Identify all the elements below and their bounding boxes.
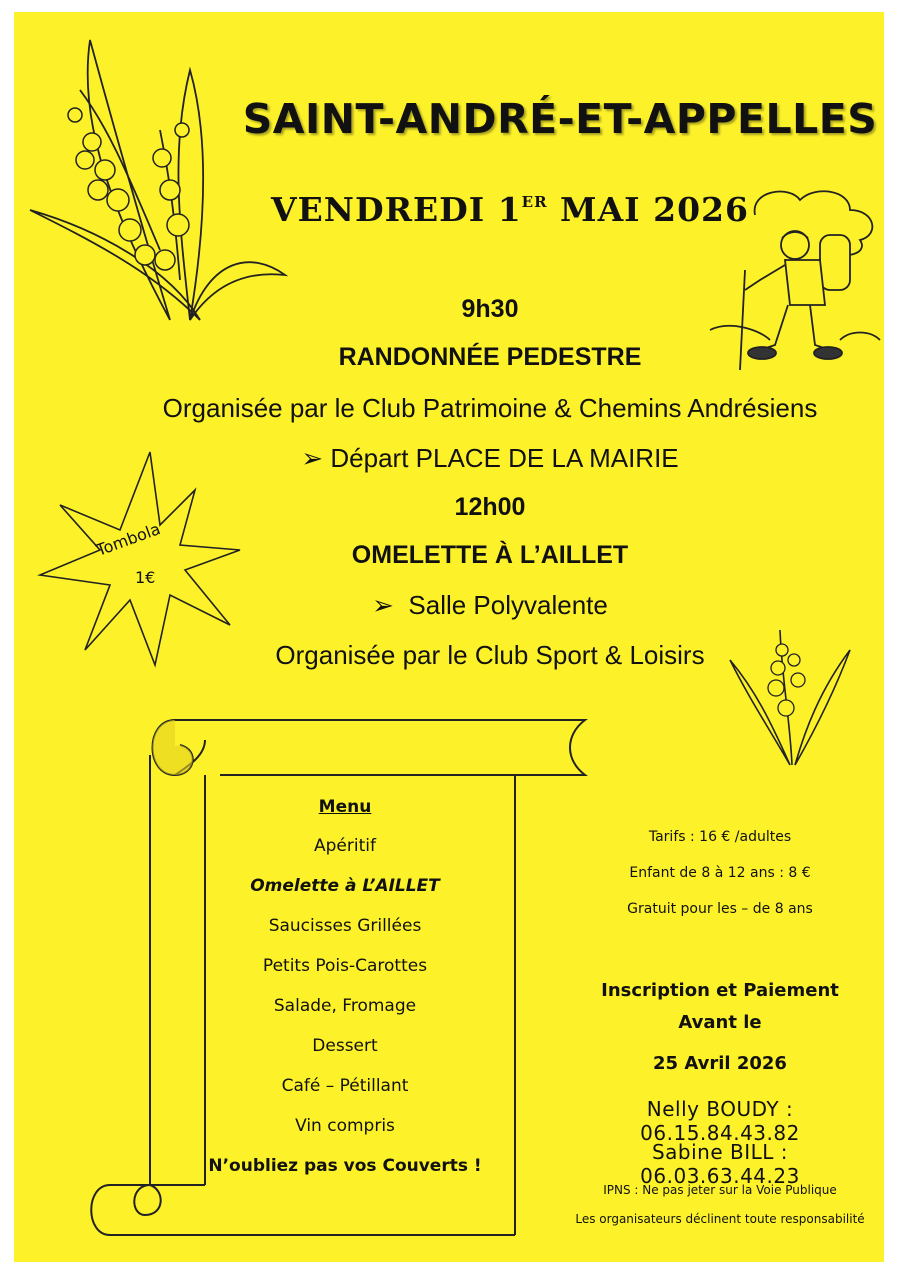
meal-organizer: Organisée par le Club Sport & Loisirs <box>275 640 705 670</box>
menu-item: Salade, Fromage <box>273 996 417 1016</box>
meal-time: 12h00 <box>454 493 526 521</box>
menu-item: Café – Pétillant <box>281 1076 409 1096</box>
ipns-notice: IPNS : Ne pas jeter sur la Voie Publique <box>603 1183 837 1197</box>
lily-of-the-valley-icon <box>20 30 300 340</box>
menu-item: Saucisses Grillées <box>268 916 422 936</box>
disclaimer: Les organisateurs déclinent toute responsabilité <box>575 1212 865 1226</box>
meal-title: OMELETTE À L’AILLET <box>351 541 629 569</box>
price-children: Enfant de 8 à 12 ans : 8 € <box>629 865 811 881</box>
arrow-bullet-icon: ➢ <box>301 443 324 473</box>
tombola-label: Tombola <box>93 519 163 560</box>
menu-item: Apéritif <box>314 836 376 856</box>
menu-title: Menu <box>318 797 372 817</box>
registration-line1: Inscription et Paiement <box>601 980 839 1001</box>
tombola-price: 1€ <box>135 568 156 587</box>
hike-time: 9h30 <box>461 295 519 323</box>
registration-line2: Avant le <box>678 1012 762 1033</box>
contact-sabine: Sabine BILL : 06.03.63.44.23 <box>640 1140 800 1188</box>
hike-organizer: Organisée par le Club Patrimoine & Chemins Andrésiens <box>162 393 818 423</box>
menu-item: Dessert <box>312 1036 378 1056</box>
price-free: Gratuit pour les – de 8 ans <box>627 901 813 917</box>
meal-venue: ➢ Salle Polyvalente <box>372 590 608 620</box>
menu-item: Petits Pois-Carottes <box>262 956 428 976</box>
menu-reminder: N’oubliez pas vos Couverts ! <box>208 1156 482 1176</box>
contact-nelly: Nelly BOUDY : 06.15.84.43.82 <box>640 1097 800 1145</box>
arrow-bullet-icon: ➢ <box>372 590 394 620</box>
event-date: VENDREDI 1ER MAI 2026 <box>271 190 749 229</box>
registration-deadline: 25 Avril 2026 <box>653 1053 787 1074</box>
hike-title: RANDONNÉE PEDESTRE <box>338 343 642 371</box>
menu-item: Omelette à L’AILLET <box>250 876 440 896</box>
hike-departure: ➢ Départ PLACE DE LA MAIRIE <box>301 443 679 473</box>
menu-item: Vin compris <box>295 1116 395 1136</box>
price-adults: Tarifs : 16 € /adultes <box>648 829 792 845</box>
town-title: SAINT-ANDRÉ-ET-APPELLES <box>242 95 878 143</box>
